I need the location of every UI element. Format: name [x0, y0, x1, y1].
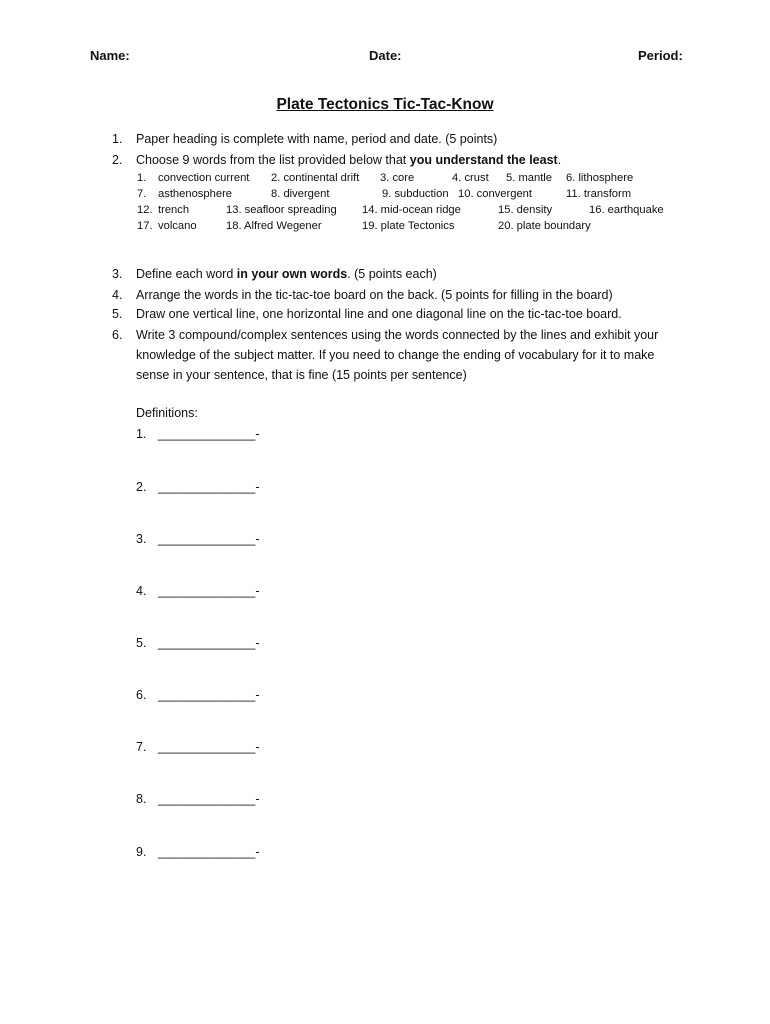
instruction-emphasis: in your own words [236, 267, 348, 281]
word-list-item: 14. mid-ocean ridge [362, 204, 461, 216]
word-list-item: volcano [158, 220, 197, 232]
definition-blank: ______________- [158, 792, 260, 806]
instruction-number: 5. [112, 307, 123, 321]
definition-number: 5. [136, 636, 147, 650]
definition-blank: ______________- [158, 688, 260, 702]
definition-blank: ______________- [158, 740, 260, 754]
instruction-number: 1. [112, 132, 123, 146]
instruction-item [112, 328, 658, 342]
word-list-number: 17. [137, 220, 153, 232]
instruction-item [112, 307, 622, 321]
word-list-item: 3. core [380, 172, 415, 184]
word-list-item: 10. convergent [458, 188, 533, 200]
word-list-item: 11. transform [566, 188, 632, 200]
word-list-item: 5. mantle [506, 172, 553, 184]
instruction-text: Choose 9 words from the list provided below that [136, 153, 410, 167]
word-list-item: 20. plate boundary [498, 220, 591, 232]
word-list-item: 4. crust [452, 172, 489, 184]
definition-blank: ______________- [158, 480, 260, 494]
definition-number: 7. [136, 740, 147, 754]
instruction-number: 6. [112, 328, 123, 342]
instruction-continuation: sense in your sentence, that is fine (15 points per sentence) [136, 368, 467, 382]
word-list-number: 7. [137, 188, 147, 200]
definition-number: 2. [136, 480, 147, 494]
instruction-emphasis: you understand the least [409, 153, 558, 167]
instruction-text: . (5 points each) [347, 267, 437, 281]
word-list-item: 9. subduction [382, 188, 449, 200]
word-list-item: 16. earthquake [589, 204, 664, 216]
word-list-item: 2. continental drift [271, 172, 360, 184]
word-list-item: 6. lithosphere [566, 172, 634, 184]
date-label: Date: [369, 48, 402, 63]
instruction-item [112, 132, 497, 146]
name-label: Name: [90, 48, 130, 63]
definition-blank: ______________- [158, 584, 260, 598]
word-list-item: convection current [158, 172, 250, 184]
word-list-item: asthenosphere [158, 188, 233, 200]
definition-number: 3. [136, 532, 147, 546]
instruction-text: Arrange the words in the tic-tac-toe board on the back. (5 points for filling in the board) [136, 288, 613, 302]
definition-blank: ______________- [158, 427, 260, 441]
word-list-item: 13. seafloor spreading [226, 204, 337, 216]
instruction-item [112, 153, 561, 167]
period-label: Period: [638, 48, 683, 63]
word-list-number: 12. [137, 204, 153, 216]
word-list-item: 15. density [498, 204, 553, 216]
instruction-text: Define each word [136, 267, 237, 281]
definitions-label: Definitions: [136, 406, 198, 420]
word-list-item: 18. Alfred Wegener [226, 220, 322, 232]
instruction-number: 2. [112, 153, 123, 167]
word-list-item: trench [158, 204, 190, 216]
instruction-continuation: knowledge of the subject matter. If you need to change the ending of vocabulary for it to make [136, 348, 655, 362]
instruction-number: 3. [112, 267, 123, 281]
instruction-text: . [557, 153, 562, 167]
definition-blank: ______________- [158, 532, 260, 546]
definition-blank: ______________- [158, 636, 260, 650]
definition-number: 1. [136, 427, 147, 441]
instruction-number: 4. [112, 288, 123, 302]
word-list-item: 8. divergent [271, 188, 330, 200]
instruction-item [112, 288, 613, 302]
instruction-text: Paper heading is complete with name, period and date. (5 points) [136, 132, 498, 146]
definition-number: 9. [136, 845, 147, 859]
definition-number: 4. [136, 584, 147, 598]
definition-blank: ______________- [158, 845, 260, 859]
word-list-item: 19. plate Tectonics [362, 220, 455, 232]
instruction-text: Draw one vertical line, one horizontal line and one diagonal line on the tic-tac-toe board. [136, 307, 622, 321]
definition-number: 8. [136, 792, 147, 806]
page-title: Plate Tectonics Tic-Tac-Know [276, 96, 494, 113]
word-list-number: 1. [137, 172, 147, 184]
definition-number: 6. [136, 688, 147, 702]
instruction-text: Write 3 compound/complex sentences using the words connected by the lines and exhibit your [136, 328, 659, 342]
instruction-item [112, 267, 437, 281]
